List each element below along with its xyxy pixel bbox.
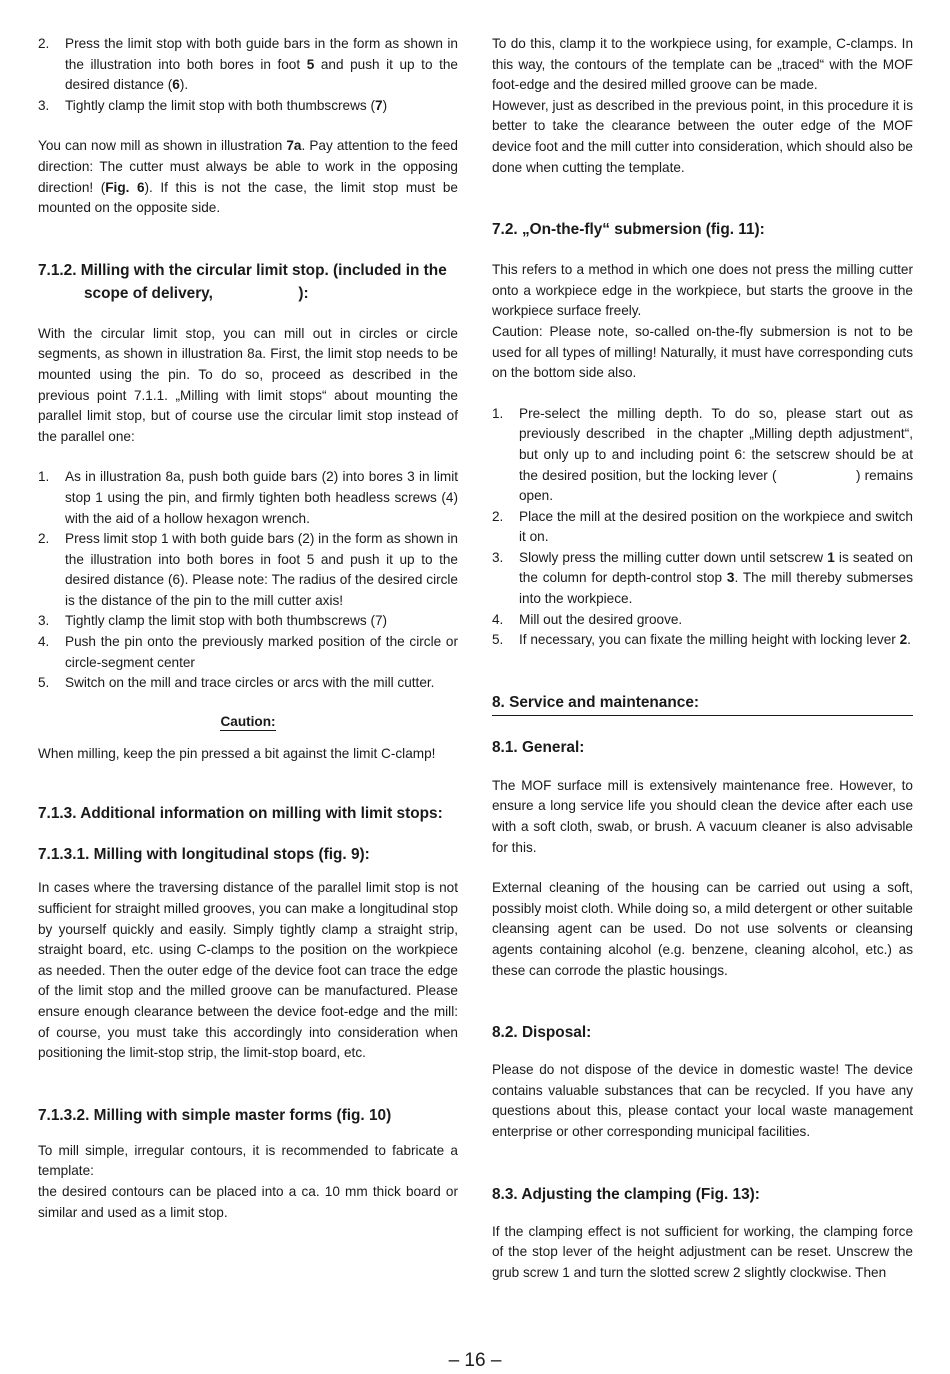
paragraph-8-2: Please do not dispose of the device in domestic waste! The device contains valuable substances that can be recycled. If you have any questions about this, please contact your local waste management enterprise or other corresponding municipal facilities. [492, 1062, 913, 1139]
right-column [492, 34, 917, 1283]
list-item: 2. Press limit stop 1 with both guide bars (2) in the form as shown in the illustration into both bores in foot 5 and push it up to the desired distance (6). Please note: The radius of the desired circle is the distance of the pin to the mill cutter axis! [38, 531, 458, 608]
heading-8: 8. Service and maintenance: [492, 691, 913, 716]
caution-text: When milling, keep the pin pressed a bit against the limit C-clamp! [38, 745, 436, 761]
paragraph-7-1-3-2-a: To mill simple, irregular contours, it is recommended to fabricate a template: [38, 1142, 458, 1179]
heading-7-1-2: 7.1.2. Milling with the circular limit stop. (included in the scope of delivery, ): [38, 261, 452, 302]
paragraph-8-1-b: External cleaning of the housing can be carried out using a soft, possibly moist cloth. While doing so, a mild detergent or other suitable cleansing agent can be used. Do not use solvents or cleansing agents containing alcohol (e.g. benzene, cleaning alcohol, etc.) as these can corrode the plastic housings. [492, 880, 913, 978]
paragraph-mill-direction: You can now mill as shown in illustration 7a. Pay attention to the feed direction: The cutter must always be able to work in the opposing direction! (Fig. 6). If this is not the case, the limit stop must be mounted on the opposite side. [38, 138, 458, 216]
paragraph-7-1-3-2-b: the desired contours can be placed into a ca. 10 mm thick board or similar and used as a limit stop. [38, 1183, 458, 1220]
list-number: 2. [38, 36, 50, 51]
heading-8-1: 8.1. General: [492, 738, 585, 756]
paragraph-7-1-2: With the circular limit stop, you can mill out in circles or circle segments, as shown in illustration 8a. First, the limit stop needs to be mounted using the pin. To do so, proceed as described in the previous point 7.1.1. „Milling with limit stops“ about mounting the parallel limit stop, but of course use the circular limit stop instead of the parallel one: [38, 325, 458, 444]
list-item: 1. Pre-select the milling depth. To do so, please start out as previously described in the chapter „Milling depth adjustment“, but only up to and including point 6: the setscrew should be at the desired position, but the locking lever ( ) remains open. [492, 405, 917, 504]
list-item: 3. Tightly clamp the limit stop with both thumbscrews (7) [38, 96, 458, 117]
paragraph-8-1-a: The MOF surface mill is extensively maintenance free. However, to ensure a long service life you should clean the device after each use with a soft cloth, swab, or brush. A vacuum cleaner is also advisable for this. [492, 777, 913, 855]
page-number: – 16 – [448, 1350, 502, 1371]
list-item: 1. As in illustration 8a, push both guide bars (2) into bores 3 in limit stop 1 using the pin, and firmly tighten both headless screws (4) with the aid of a hollow hexagon wrench. [38, 469, 458, 526]
paragraph-7-2-b: Caution: Please note, so-called on-the-fly submersion is not to be used for all types of milling! Naturally, it must have corresponding cuts on the bottom side also. [492, 323, 913, 381]
heading-8-2: 8.2. Disposal: [492, 1024, 592, 1042]
list-number: 3. [38, 97, 50, 113]
list-item: 4. Push the pin onto the previously marked position of the circle or circle-segment center [38, 634, 458, 670]
paragraph-7-1-3-1: In cases where the traversing distance of the parallel limit stop is not sufficient for straight milled grooves, you can make a longitudinal stop by yourself quickly and easily. Simply tightly clamp a straight strip, straight board, etc. using C-clamps to the position on the workpiece as needed. Then the outer edge of the device foot can trace the edge of the limit stop and the milled groove can be manufactured. Please ensure enough clearance between the device foot-edge and the mill: of course, you must take this accordingly into consideration when positioning the limit-stop strip, the limit-stop board, etc. [38, 880, 458, 1061]
list-item: 3. Tightly clamp the limit stop with both thumbscrews (7) [38, 613, 388, 629]
steps-list-a [38, 34, 458, 116]
heading-7-1-3-1: 7.1.3.1. Milling with longitudinal stops (fig. 9): [38, 846, 370, 864]
heading-7-1-3-2: 7.1.3.2. Milling with simple master forms (fig. 10) [38, 1106, 392, 1124]
list-item: 3. Slowly press the milling cutter down until setscrew 1 is seated on the column for depth-control stop 3. The mill thereby submerses into the workpiece. [492, 549, 913, 607]
paragraph-8-3: If the clamping effect is not sufficient for working, the clamping force of the stop lever of the height adjustment can be reset. Unscrew the grub screw 1 and turn the slotted screw 2 slightly clockwise. Then [492, 1223, 913, 1280]
left-column [38, 34, 458, 1223]
paragraph-clamp-template: To do this, clamp it to the workpiece using, for example, C-clamps. In this way, the contours of the template can be „traced“ with the MOF foot-edge and the desired milled groove can be made. [492, 36, 913, 93]
list-item: 5. Switch on the mill and trace circles or arcs with the mill cutter. [38, 675, 435, 691]
paragraph-7-2-a: This refers to a method in which one does not press the milling cutter onto a workpiece edge in the workpiece, but starts the groove in the workpiece surface freely. [492, 262, 913, 319]
steps-list-c [492, 404, 917, 651]
paragraph-clearance: However, just as described in the previous point, in this procedure it is better to take the clearance between the outer edge of the MOF device foot and the mill cutter into consideration, which should also be done when cutting the template. [492, 97, 913, 175]
list-item: 5. If necessary, you can fixate the milling height with locking lever 2. [492, 632, 911, 648]
list-item: 2. Press the limit stop with both guide bars in the form as shown in the illustration into both bores in foot 5 and push it up to the desired distance (6). [38, 36, 458, 93]
heading-8-3: 8.3. Adjusting the clamping (Fig. 13): [492, 1185, 760, 1203]
heading-7-2: 7.2. „On-the-fly“ submersion (fig. 11): [492, 221, 765, 239]
list-item: 4. Mill out the desired groove. [492, 611, 683, 627]
steps-list-b [38, 467, 458, 694]
heading-7-1-3: 7.1.3. Additional information on milling with limit stops: [38, 805, 443, 823]
list-item: 2. Place the mill at the desired position on the workpiece and switch it on. [492, 508, 913, 545]
caution-heading: Caution: [220, 713, 276, 729]
